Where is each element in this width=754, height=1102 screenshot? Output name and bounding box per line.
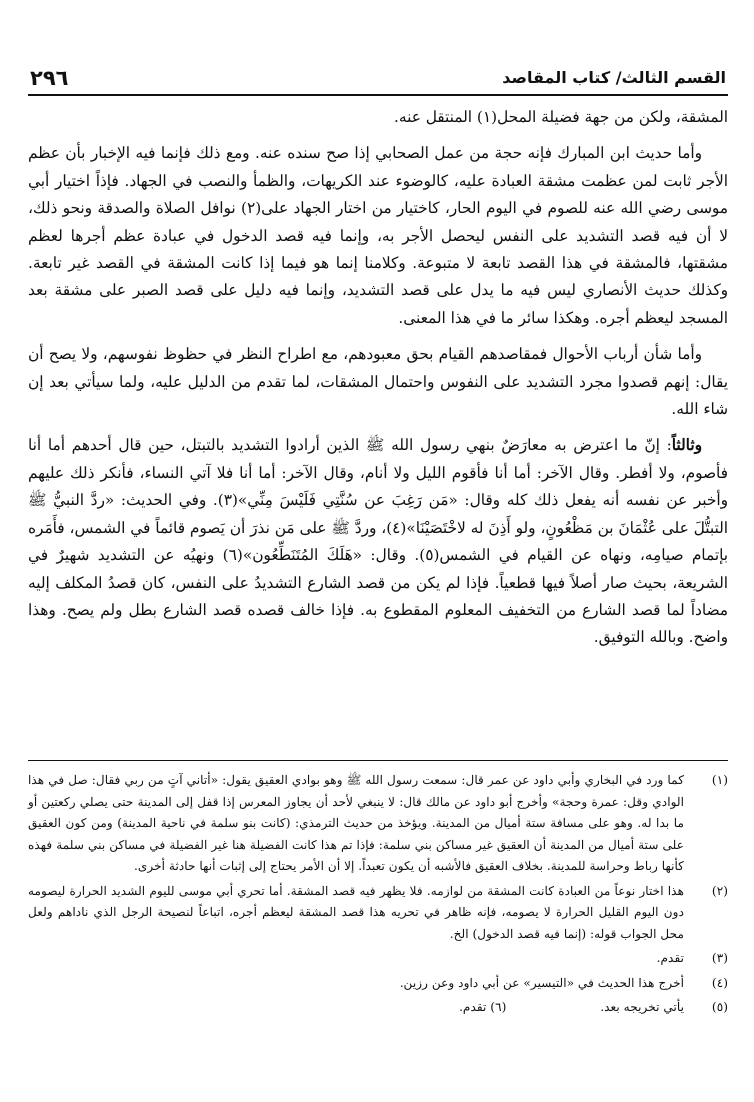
running-title: القسم الثالث/ كتاب المقاصد xyxy=(502,68,726,87)
footnote-mark: (١) xyxy=(711,773,728,787)
footnote-4 xyxy=(28,973,728,995)
page-number: ٢٩٦ xyxy=(30,66,69,90)
footnote-text: يأتي تخريجه بعد. xyxy=(600,1000,684,1014)
footnote-1 xyxy=(28,770,728,878)
footnote-text: أخرج هذا الحديث في «التيسير» عن أبي داود وعن رزين. xyxy=(399,975,684,990)
paragraph-4 xyxy=(28,432,728,651)
footnote-text: كما ورد في البخاري وأبي داود عن عمر قال: سمعت رسول الله ﷺ وهو بوادي العقيق يقول: «أتاني آتٍ من ربي فقال: صل في هذا الوادي وقل: عمرة وحجة» وأخرج أبو داود عن مالك قال: لا ينبغي لأحد أن يجاوز المعرس إذا قفل إلى المدينة حتى يصلي ركعتين أو ما بدا له. وهو على مسافة ستة أميال من المدينة. ويؤخذ من حديث الترمذي: (كانت بنو سلمة في ناحية المدينة) ومن كون العقيق على ستة أميال من المدينة أن العقيق غير مساكن بني سلمة: فإذا تم هذا كانت الفضيلة هنا غير الفضيلة في مساكن بني سلمة فهذه كأنها رباط وحراسة للمدينة. بخلاف العقيق فالأشبه أن يكون تعبداً. إلا أن الأمر يحتاج إلى إثبات أنها حادثة أخرى. xyxy=(28,773,684,873)
main-text xyxy=(28,104,728,661)
footnote-3 xyxy=(28,948,728,970)
footnote-mark: (٥) xyxy=(711,1000,728,1014)
paragraph-4-text: : إنّ ما اعترض به معارَضٌ بنهي رسول الله ﷺ الذين أرادوا التشديد بالتبتل، حين قال أحدهم أما أنا فأصوم، ولا أفطر. وقال الآخر: أما أنا فأقوم الليل ولا أنام، وقال الآخر: أما أنا فلا آتي النساء، فأنكر ذلك عليهم وأخبر عن نفسه أنه يفعل ذلك كله وقال: «مَن رَغِبَ عن سُنَّتِي فَلَيْسَ مِنِّي»(٣). وفي الحديث: «ردَّ النبيُّ ﷺ التبتُّلَ على عُثْمَانَ بن مَظْعُونٍ، ولو أَذِنَ له لاخْتَصَيْنَا»(٤)، وردَّ ﷺ على مَن نذرَ أن يَصوم قائماً في الشمس، فأَمَره بإتمام صيامِه، ونهاه عن القيام في الشمس(٥). وقال: «هَلَكَ المُتَنَطِّعُون»(٦) ونهيُه عن التشديد شهيرٌ في الشريعة، بحيث صار أصلاً فيها قطعياً. فإذا لم يكن من قصد الشارع التشديدُ على النفس، كان قصدُ المكلف إليه مضاداً لما قصد الشارع من التخفيف المعلوم المقطوع به. فإذا خالف قصده قصد الشارع بطل ولم يصح. وهذا واضح. وبالله التوفيق. xyxy=(28,436,728,647)
footnote-mark: (٣) xyxy=(711,951,728,965)
footnote-5 xyxy=(28,997,728,1019)
paragraph-4-lead: وثالثاً xyxy=(671,436,702,455)
paragraph-3: وأما شأن أرباب الأحوال فمقاصدهم القيام بحق معبودهم، مع اطراح النظر في حظوظ نفوسهم، ولا يصح أن يقال: إنهم قصدوا مجرد التشديد على النفوس واحتمال المشقات، لما تقدم من الدليل عليه، ولما سيأتي بعد إن شاء الله. xyxy=(28,345,728,419)
paragraph-2: وأما حديث ابن المبارك فإنه حجة من عمل الصحابي إذا صح سنده عنه. ومع ذلك فإنما فيه الإخبار بأن عظم الأجر ثابت لمن عظمت مشقة العبادة عليه، كالوضوء عند الكريهات، والظمأ والنصب في الجهاد. فإذاً اختيار أبي موسى رضي الله عنه للصوم في اليوم الحار، كاختيار من اختار الجهاد على(٢) نوافل الصلاة والصدقة ونحو ذلك، لا أن فيه قصد التشديد على النفس ليحصل الأجر به، وإنما فيه قصد الدخول في عبادة عظم أجرها لعظم مشقتها، فالمشقة في هذا القصد تابعة لا متبوعة. وكلامنا إنما هو فيما إذا كانت المشقة في القصد غير تابعة. وكذلك حديث الأنصاري ليس فيه ما يدل على قصد التشديد، وإنما فيه دليل على قصد الصبر على مشقة بعد المسجد ليعظم أجره. وهكذا سائر ما في هذا المعنى. xyxy=(28,144,728,327)
footnote-2 xyxy=(28,881,728,946)
page-header xyxy=(28,62,728,96)
footnote-mark: (٢) xyxy=(711,883,728,898)
paragraph-1: المشقة، ولكن من جهة فضيلة المحل(١) المنتقل عنه. xyxy=(394,108,728,126)
footnote-text: هذا اختار نوعاً من العبادة كانت المشقة من لوازمه. فلا يظهر فيه قصد المشقة. أما تحري أبي موسى لليوم الشديد الحرارة ليصومه دون اليوم القليل الحرارة لا يصومه، فإنه ظاهر في تحريه هذا قصد المشقة ليعظم أجره، اتباعاً لنصيحة الرجل الذي ناداهم ولعل محل الجواب قوله: (إنما فيه قصد الدخول) الخ. xyxy=(28,883,684,941)
footnote-separator xyxy=(28,760,728,761)
footnotes xyxy=(28,770,728,1022)
footnote-6-inline: (٦) تقدم. xyxy=(459,1000,507,1014)
footnote-mark: (٤) xyxy=(711,975,728,990)
footnote-text: تقدم. xyxy=(656,951,684,965)
